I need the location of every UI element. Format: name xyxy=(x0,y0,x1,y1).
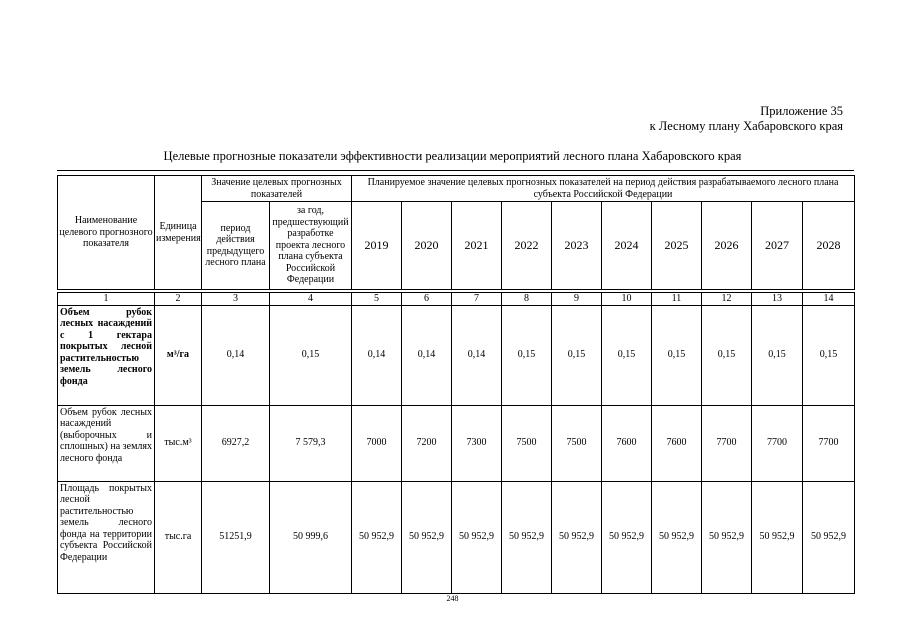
appendix-reference: к Лесному плану Хабаровского края xyxy=(649,119,843,133)
planned-value: 0,15 xyxy=(652,305,702,405)
planned-value: 0,15 xyxy=(502,305,552,405)
column-number: 7 xyxy=(452,293,502,306)
planned-value: 0,14 xyxy=(402,305,452,405)
indicator-name: Площадь покрытых лесной растительностью земель лесного фонда на территории субъекта Российской Федерации xyxy=(58,481,155,593)
column-number: 1 xyxy=(58,293,155,306)
column-number: 10 xyxy=(602,293,652,306)
column-number: 11 xyxy=(652,293,702,306)
column-number: 3 xyxy=(202,293,270,306)
table-row xyxy=(58,405,855,481)
planned-value: 0,14 xyxy=(452,305,502,405)
planned-value: 50 952,9 xyxy=(452,481,502,593)
indicator-unit: тыс.га xyxy=(155,481,202,593)
header-year: 2027 xyxy=(752,202,803,290)
header-year: 2019 xyxy=(352,202,402,290)
header-row-1 xyxy=(58,176,855,202)
planned-value: 0,15 xyxy=(752,305,803,405)
document-title: Целевые прогнозные показатели эффективности реализации мероприятий лесного плана Хабаровского края xyxy=(163,149,742,163)
indicator-unit: м³/га xyxy=(155,305,202,405)
planned-value: 7500 xyxy=(552,405,602,481)
header-year: 2026 xyxy=(702,202,752,290)
column-numbers-row xyxy=(58,293,855,306)
table-row xyxy=(58,481,855,593)
header-planned-group: Планируемое значение целевых прогнозных показателей на период действия разрабатываемого лесного плана субъекта Российской Федерации xyxy=(352,176,855,202)
planned-value: 7600 xyxy=(652,405,702,481)
period-value: 0,14 xyxy=(202,305,270,405)
header-year: 2025 xyxy=(652,202,702,290)
planned-value: 0,15 xyxy=(602,305,652,405)
planned-value: 50 952,9 xyxy=(502,481,552,593)
column-number: 2 xyxy=(155,293,202,306)
planned-value: 50 952,9 xyxy=(702,481,752,593)
planned-value: 50 952,9 xyxy=(552,481,602,593)
appendix-title: Приложение 35 xyxy=(760,104,843,118)
planned-value: 50 952,9 xyxy=(402,481,452,593)
indicators-table xyxy=(57,175,855,594)
header-year: 2023 xyxy=(552,202,602,290)
year-before-value: 50 999,6 xyxy=(270,481,352,593)
header-name-col: Наименование целевого прогнозного показателя xyxy=(58,176,155,290)
header-year: 2020 xyxy=(402,202,452,290)
header-year: 2021 xyxy=(452,202,502,290)
header-unit-col: Единица измерения xyxy=(155,176,202,290)
column-number: 12 xyxy=(702,293,752,306)
planned-value: 7500 xyxy=(502,405,552,481)
header-period-col: период действия предыдущего лесного плана xyxy=(202,202,270,290)
column-number: 8 xyxy=(502,293,552,306)
planned-value: 7200 xyxy=(402,405,452,481)
planned-value: 50 952,9 xyxy=(752,481,803,593)
header-year: 2028 xyxy=(803,202,855,290)
header-values-group: Значение целевых прогнозных показателей xyxy=(202,176,352,202)
column-number: 9 xyxy=(552,293,602,306)
planned-value: 7000 xyxy=(352,405,402,481)
column-number: 13 xyxy=(752,293,803,306)
column-number: 5 xyxy=(352,293,402,306)
year-before-value: 0,15 xyxy=(270,305,352,405)
planned-value: 50 952,9 xyxy=(652,481,702,593)
planned-value: 50 952,9 xyxy=(803,481,855,593)
header-year: 2022 xyxy=(502,202,552,290)
planned-value: 7700 xyxy=(702,405,752,481)
table-row xyxy=(58,305,855,405)
planned-value: 7600 xyxy=(602,405,652,481)
header-year-before-col: за год, предшествующий разработке проекта лесного плана субъекта Российской Федерации xyxy=(270,202,352,290)
column-number: 6 xyxy=(402,293,452,306)
planned-value: 50 952,9 xyxy=(602,481,652,593)
table-top-rule xyxy=(57,170,854,171)
planned-value: 7300 xyxy=(452,405,502,481)
planned-value: 0,14 xyxy=(352,305,402,405)
period-value: 6927,2 xyxy=(202,405,270,481)
indicator-unit: тыс.м³ xyxy=(155,405,202,481)
period-value: 51251,9 xyxy=(202,481,270,593)
planned-value: 7700 xyxy=(752,405,803,481)
planned-value: 0,15 xyxy=(552,305,602,405)
planned-value: 7700 xyxy=(803,405,855,481)
planned-value: 0,15 xyxy=(803,305,855,405)
page-number: 248 xyxy=(446,594,459,603)
indicator-name: Объем рубок лесных насаждений с 1 гектара покрытых лесной растительностью земель лесного фонда xyxy=(58,305,155,405)
column-number: 4 xyxy=(270,293,352,306)
planned-value: 0,15 xyxy=(702,305,752,405)
column-number: 14 xyxy=(803,293,855,306)
indicator-name: Объем рубок лесных насаждений (выборочных и сплошных) на землях лесного фонда xyxy=(58,405,155,481)
year-before-value: 7 579,3 xyxy=(270,405,352,481)
header-year: 2024 xyxy=(602,202,652,290)
appendix-note xyxy=(650,104,843,134)
planned-value: 50 952,9 xyxy=(352,481,402,593)
